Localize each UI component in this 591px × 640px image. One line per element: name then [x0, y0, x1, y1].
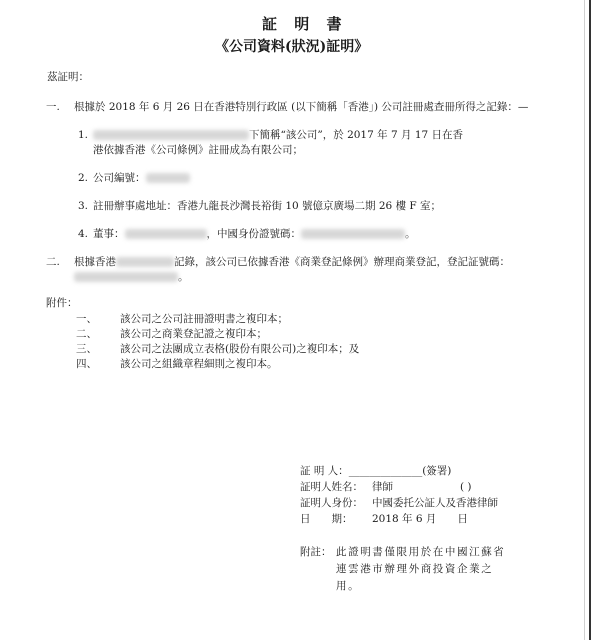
- item1-line1: [93, 129, 463, 142]
- item3-address: 註冊辦事處地址：香港九龍長沙灣長裕街 10 號億京廣場二期 26 樓 F 室；: [93, 200, 442, 212]
- section1-text: 根據於 2018 年 6 月 26 日在香港特別行政區 (以下簡稱「香港」) 公司註冊處查冊所得之記錄：—: [74, 101, 529, 113]
- redacted-company-name: [93, 130, 249, 140]
- certifier-label: 証 明 人：: [300, 465, 349, 477]
- attachment2-number: 二、: [76, 328, 97, 340]
- item1-number: 1.: [78, 129, 89, 141]
- attachment4-text: 該公司之組織章程細則之複印本。: [120, 358, 278, 370]
- certifier-name-paren: ( ): [460, 481, 472, 493]
- item2-label: 公司編號：: [93, 172, 146, 184]
- section1-marker: 一.: [46, 101, 60, 113]
- page-edge-shadow: [584, 0, 585, 640]
- redacted-director-name: [125, 229, 207, 239]
- note-line2: 連雲港市辦理外商投資企業之: [336, 563, 494, 575]
- note-line1: 此證明書僅限用於在中國江蘇省: [336, 546, 506, 558]
- item2-line: [93, 172, 190, 185]
- section2-head: 根據香港: [74, 256, 116, 268]
- redacted-id-number: [301, 229, 405, 239]
- section2-tail: 記錄，該公司已依據香港《商業登記條例》辦理商業登記，登記証號碼：: [174, 256, 510, 268]
- certifier-name-value: 律師: [372, 481, 393, 493]
- redacted-company-number: [146, 173, 190, 183]
- attachment2-text: 該公司之商業登記證之複印本；: [120, 328, 267, 340]
- signature-line: ______________: [348, 465, 423, 477]
- attachments-title: 附件：: [46, 297, 78, 309]
- section2-line1: [74, 256, 510, 269]
- certifier-row: [300, 465, 451, 478]
- document-title: 証 明 書: [262, 15, 348, 33]
- item4-id-label: ，中國身份證號碼：: [206, 228, 301, 240]
- certifier-identity-label: 証明人身份：: [300, 497, 363, 509]
- section2-line2: [74, 271, 189, 284]
- redacted-registry-name: [116, 257, 174, 267]
- redacted-registration-number: [74, 272, 178, 282]
- section2-end: 。: [178, 271, 189, 283]
- document-subtitle: 《公司資料(狀況)証明》: [215, 39, 369, 55]
- certifier-identity-value: 中國委托公証人及香港律師: [372, 497, 498, 509]
- item4-label: 董事：: [93, 228, 125, 240]
- item4-end: 。: [405, 228, 416, 240]
- attachment3-text: 該公司之法團成立表格(股份有限公司)之複印本；及: [120, 343, 360, 355]
- certifier-name-label: 証明人姓名：: [300, 481, 363, 493]
- item4-line: [93, 228, 416, 241]
- item3-number: 3.: [78, 200, 89, 212]
- attachment4-number: 四、: [76, 358, 97, 370]
- note-line3: 用。: [336, 580, 361, 592]
- salutation: 茲証明：: [47, 71, 89, 83]
- signature-note: (簽署): [422, 465, 452, 477]
- item1-line1-text: 下簡稱“該公司”，於 2017 年 7 月 17 日在香: [249, 129, 464, 141]
- note-label: 附註：: [300, 546, 332, 558]
- item1-line2: 港依據香港《公司條例》註冊成為有限公司；: [93, 144, 303, 156]
- attachment1-text: 該公司之公司註冊證明書之複印本；: [120, 313, 288, 325]
- attachment3-number: 三、: [76, 343, 97, 355]
- attachment1-number: 一、: [76, 313, 97, 325]
- date-label: 日 期：: [300, 513, 353, 525]
- date-value: 2018 年 6 月 日: [372, 513, 468, 525]
- section2-marker: 二.: [46, 256, 60, 268]
- item2-number: 2.: [78, 172, 89, 184]
- item4-number: 4.: [78, 228, 89, 240]
